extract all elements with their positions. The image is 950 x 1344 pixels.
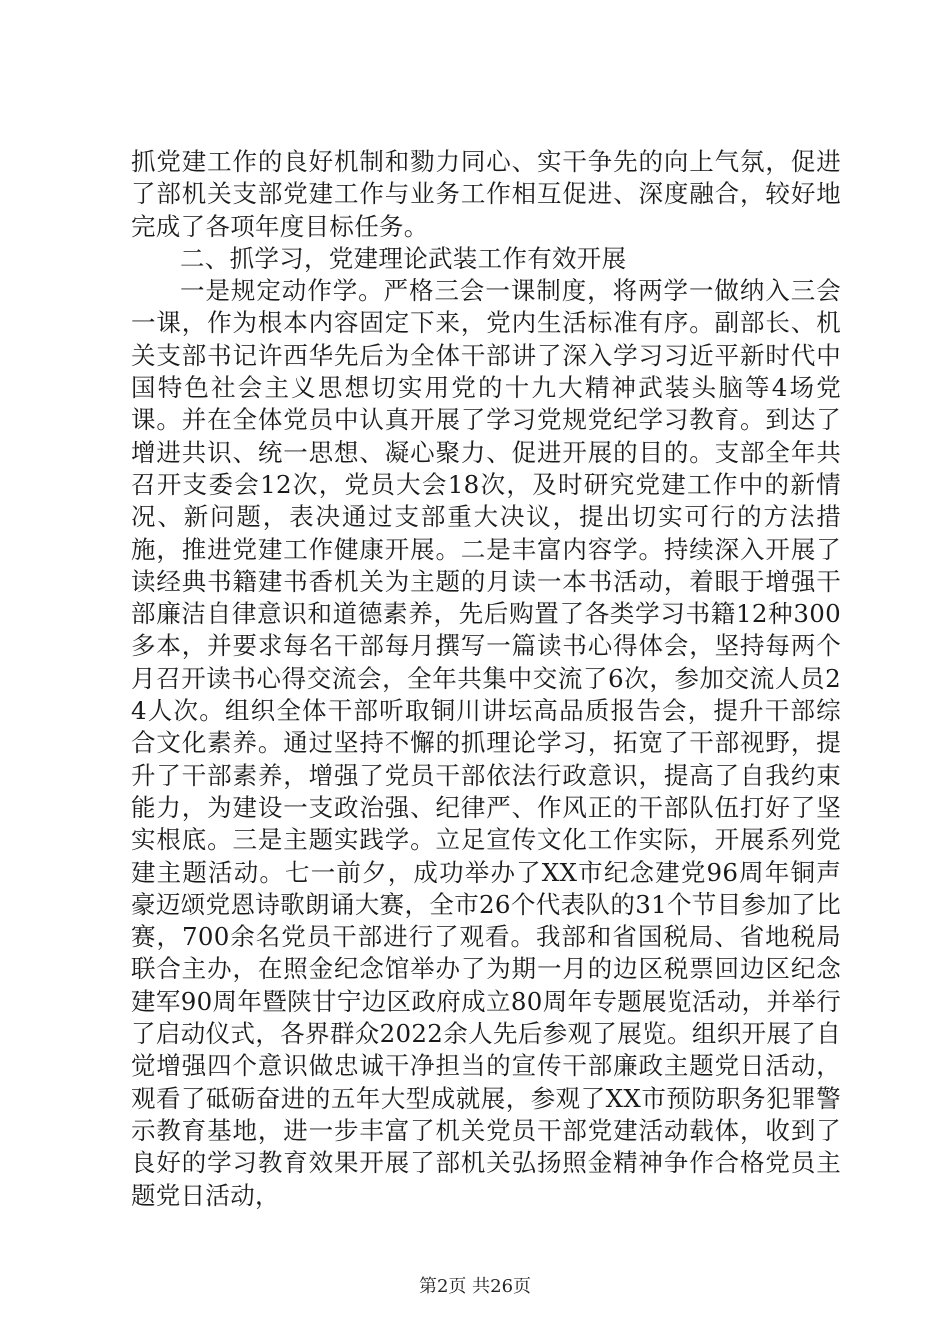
page-footer: 第2页 共26页 [418,1276,532,1297]
document-body [131,146,841,1212]
paragraph-study: 一是规定动作学。严格三会一课制度，将两学一做纳入三会一课，作为根本内容固定下来，党内生活标准有序。副部长、机关支部书记许西华先后为全体干部讲了深入学习习近平新时代中国特色社会主义思想切实用党的十九大精神武装头脑等4场党课。并在全体党员中认真开展了学习党规党纪学习教育。到达了增进共识、统一思想、凝心聚力、促进开展的目的。支部全年共召开支委会12次，党员大会18次，及时研究党建工作中的新情况、新问题，表决通过支部重大决议，提出切实可行的方法措施，推进党建工作健康开展。二是丰富内容学。持续深入开展了读经典书籍建书香机关为主题的月读一本书活动，着眼于增强干部廉洁自律意识和道德素养，先后购置了各类学习书籍12种300多本，并要求每名干部每月撰写一篇读书心得体会，坚持每两个月召开读书心得交流会，全年共集中交流了6次，参加交流人员24人次。组织全体干部听取铜川讲坛高品质报告会，提升干部综合文化素养。通过坚持不懈的抓理论学习，拓宽了干部视野，提升了干部素养，增强了党员干部依法行政意识，提高了自我约束能力，为建设一支政治强、纪律严、作风正的干部队伍打好了坚实根底。三是主题实践学。立足宣传文化工作实际，开展系列党建主题活动。七一前夕，成功举办了XX市纪念建党96周年铜声豪迈颂党恩诗歌朗诵大赛，全市26个代表队的31个节目参加了比赛，700余名党员干部进行了观看。我部和省国税局、省地税局联合主办，在照金纪念馆举办了为期一月的边区税票回边区纪念建军90周年暨陕甘宁边区政府成立80周年专题展览活动，并举行了启动仪式，各界群众2022余人先后参观了展览。组织开展了自觉增强四个意识做忠诚干净担当的宣传干部廉政主题党日活动，观看了砥砺奋进的五年大型成就展，参观了XX市预防职务犯罪警示教育基地，进一步丰富了机关党员干部党建活动载体，收到了良好的学习教育效果开展了部机关弘扬照金精神争作合格党员主题党日活动， [131,276,841,1210]
paragraph-continuation: 抓党建工作的良好机制和勠力同心、实干争先的向上气氛，促进了部机关支部党建工作与业务工作相互促进、深度融合，较好地完成了各项年度目标任务。 [131,147,841,241]
section-heading: 二、抓学习，党建理论武装工作有效开展 [180,243,627,273]
